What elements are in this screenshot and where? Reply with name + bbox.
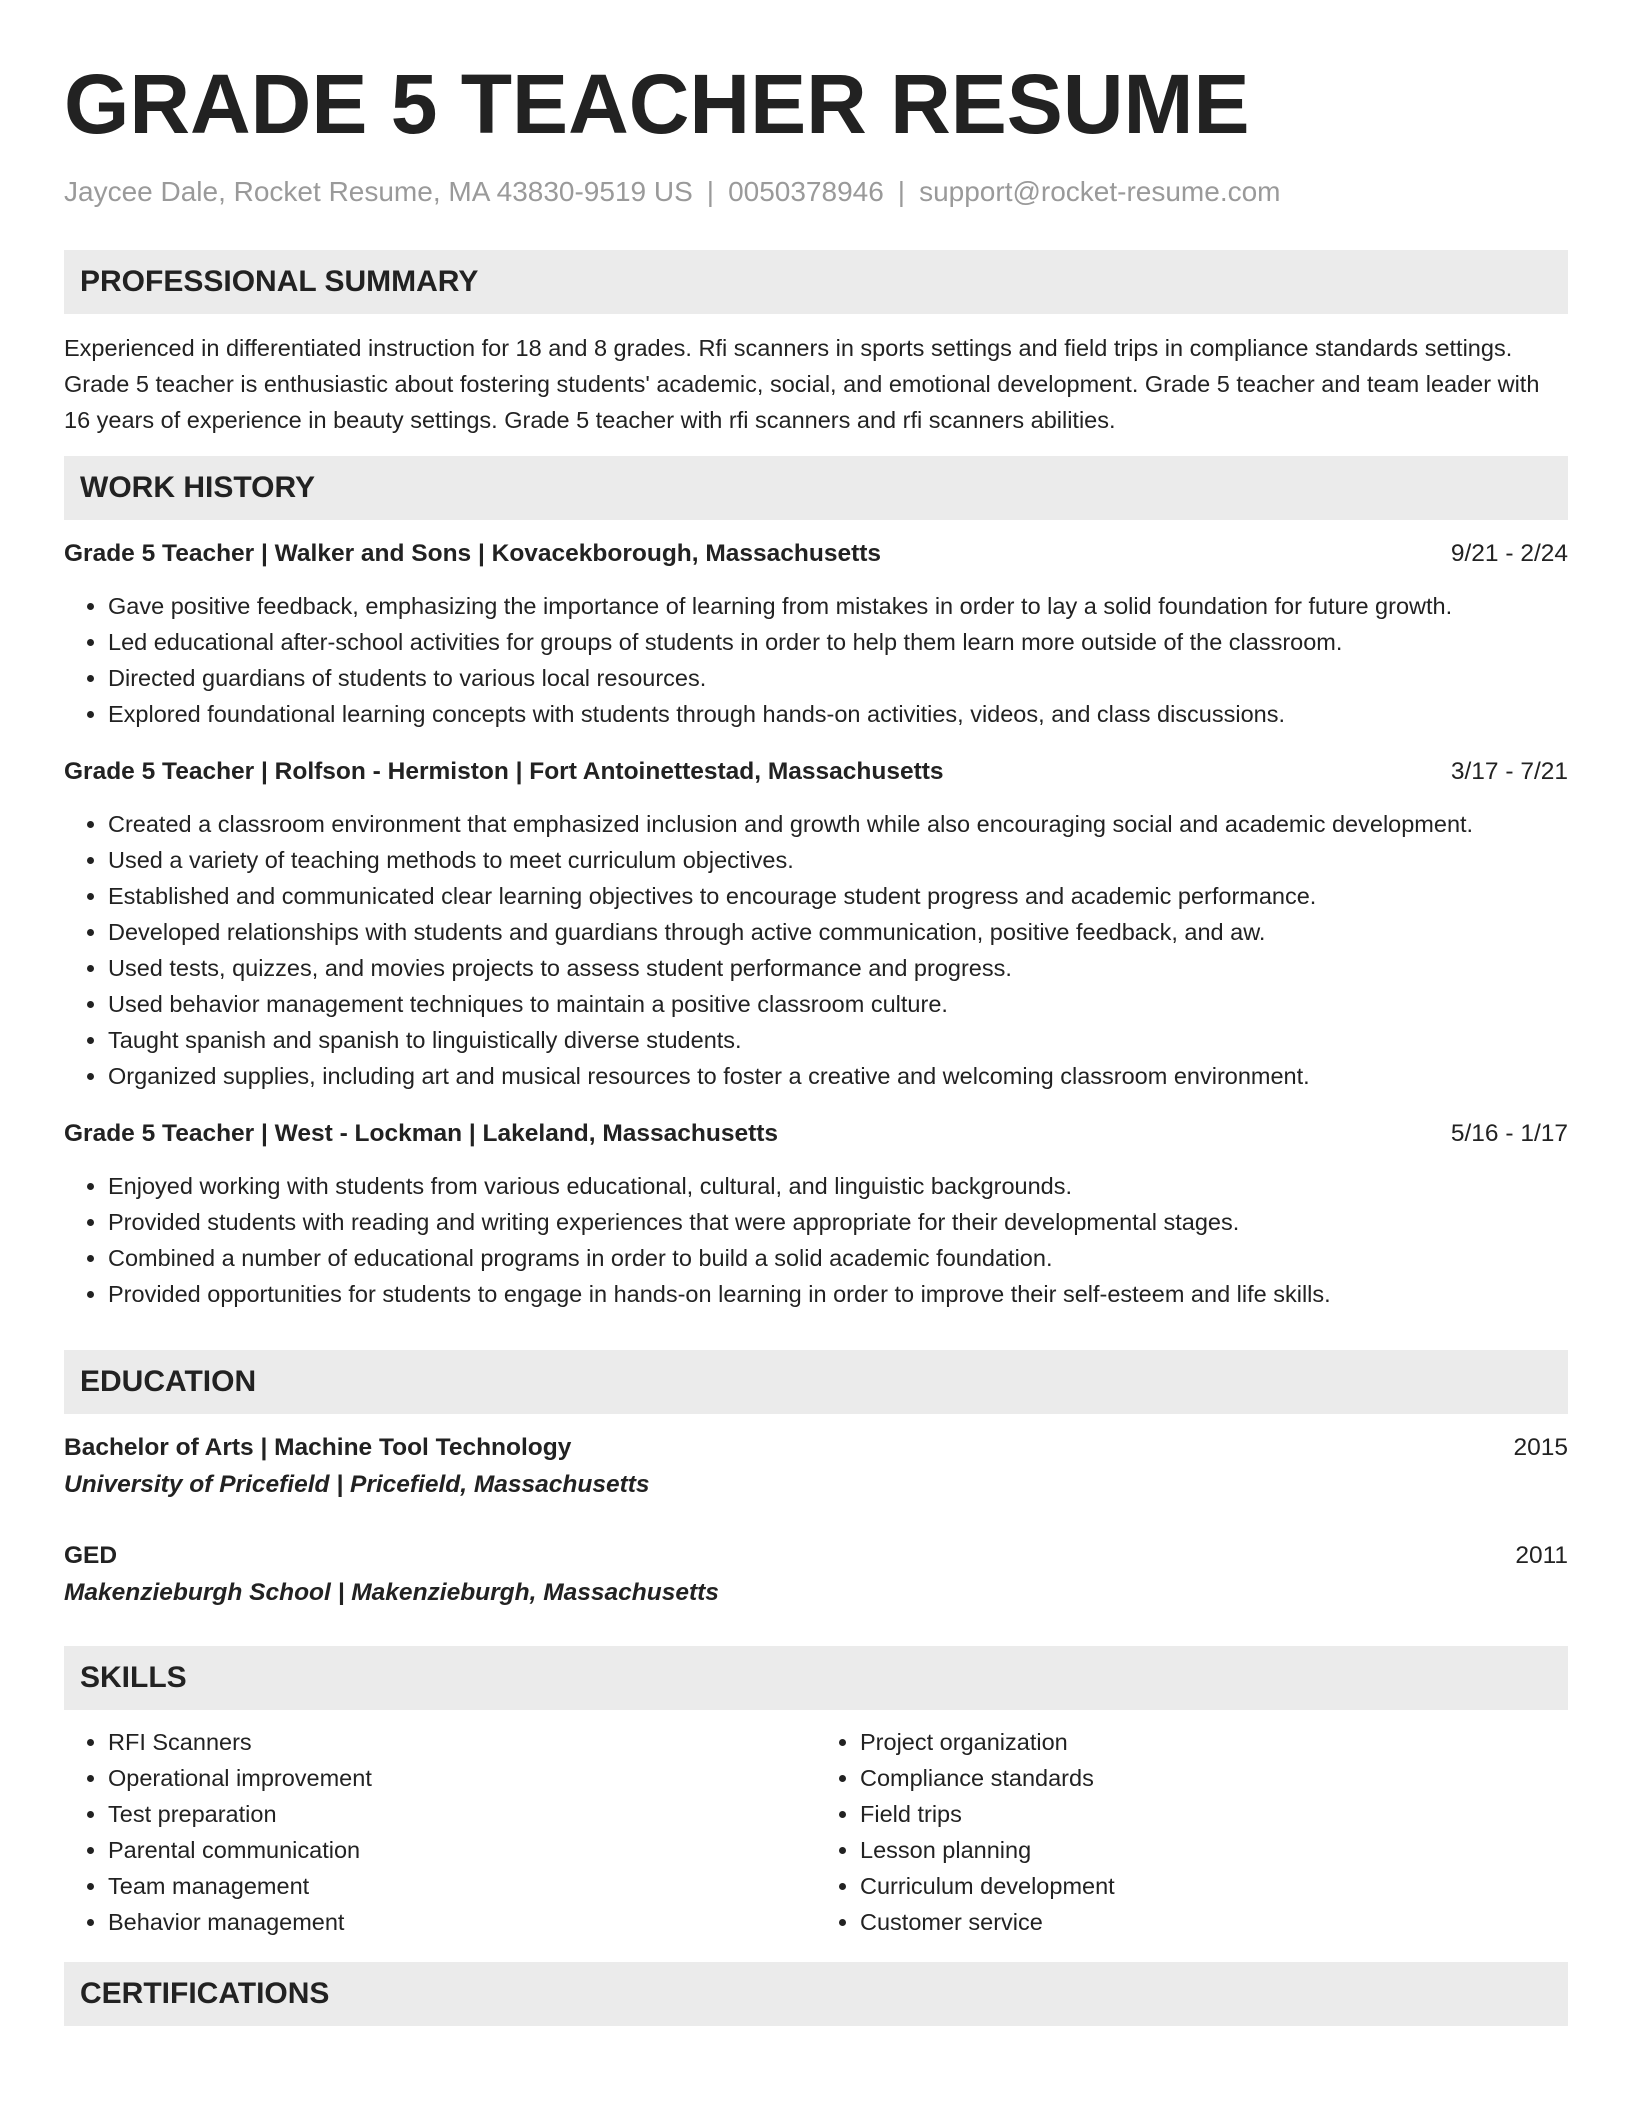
job-entry (64, 754, 1568, 1094)
section-header-skills: SKILLS (64, 1646, 1568, 1710)
skill-item: • Test preparation (108, 1796, 816, 1832)
education-header (64, 1430, 1568, 1466)
job-header (64, 754, 1568, 790)
contact-email: support@rocket-resume.com (919, 176, 1281, 207)
section-header-summary: PROFESSIONAL SUMMARY (64, 250, 1568, 314)
job-header (64, 1116, 1568, 1152)
skills-column-right (816, 1724, 1568, 1940)
job-bullet-list (64, 588, 1568, 732)
job-header (64, 536, 1568, 572)
skill-item: • Team management (108, 1868, 816, 1904)
contact-address: Jaycee Dale, Rocket Resume, MA 43830-9519 US (64, 176, 693, 207)
job-bullet-list (64, 806, 1568, 1094)
skill-item: • Parental communication (108, 1832, 816, 1868)
skill-item: • Customer service (860, 1904, 1568, 1940)
job-heading: Grade 5 Teacher | West - Lockman | Lakeland, Massachusetts (64, 1120, 779, 1147)
education-school: Makenzieburgh School | Makenzieburgh, Massachusetts (64, 1579, 719, 1606)
education-year: 2011 (1515, 1542, 1568, 1569)
job-heading: Grade 5 Teacher | Walker and Sons | Kovacekborough, Massachusetts (64, 540, 882, 567)
contact-separator: | (706, 176, 715, 207)
job-bullet: • Established and communicated clear learning objectives to encourage student progress and academic performance. (108, 878, 1568, 914)
skill-item: • RFI Scanners (108, 1724, 816, 1760)
job-entry (64, 1116, 1568, 1312)
job-entry (64, 536, 1568, 732)
job-bullet: • Developed relationships with students and guardians through active communication, positive feedback, and aw. (108, 914, 1568, 950)
education-degree: Bachelor of Arts | Machine Tool Technology (64, 1434, 572, 1461)
job-bullet: • Used tests, quizzes, and movies projects to assess student performance and progress. (108, 950, 1568, 986)
job-dates: 5/16 - 1/17 (1450, 1120, 1568, 1147)
job-bullet: • Directed guardians of students to various local resources. (108, 660, 1568, 696)
skill-item: • Operational improvement (108, 1760, 816, 1796)
job-bullet: • Combined a number of educational programs in order to build a solid academic foundation. (108, 1240, 1568, 1276)
job-bullet: • Used behavior management techniques to maintain a positive classroom culture. (108, 986, 1568, 1022)
job-bullet: • Enjoyed working with students from various educational, cultural, and linguistic backgrounds. (108, 1168, 1568, 1204)
skills-grid (64, 1724, 1568, 1940)
section-header-education: EDUCATION (64, 1350, 1568, 1414)
skill-item: • Field trips (860, 1796, 1568, 1832)
job-bullet: • Taught spanish and spanish to linguistically diverse students. (108, 1022, 1568, 1058)
page-title: GRADE 5 TEACHER RESUME (64, 57, 1250, 151)
job-bullet: • Organized supplies, including art and musical resources to foster a creative and welcoming classroom environment. (108, 1058, 1568, 1094)
skill-item: • Project organization (860, 1724, 1568, 1760)
skill-item: • Curriculum development (860, 1868, 1568, 1904)
job-bullet: • Led educational after-school activities for groups of students in order to help them learn more outside of the classroom. (108, 624, 1568, 660)
job-bullet: • Provided opportunities for students to engage in hands-on learning in order to improve their self-esteem and life skills. (108, 1276, 1568, 1312)
job-dates: 3/17 - 7/21 (1450, 758, 1568, 785)
skills-list (816, 1724, 1568, 1940)
skill-item: • Lesson planning (860, 1832, 1568, 1868)
education-header (64, 1538, 1568, 1574)
section-header-work-history: WORK HISTORY (64, 456, 1568, 520)
skill-item: • Behavior management (108, 1904, 816, 1940)
job-dates: 9/21 - 2/24 (1450, 540, 1568, 567)
education-entry (64, 1538, 1568, 1612)
section-header-certifications: CERTIFICATIONS (64, 1962, 1568, 2026)
job-bullet: • Provided students with reading and writing experiences that were appropriate for their developmental stages. (108, 1204, 1568, 1240)
contact-phone: 0050378946 (728, 176, 884, 207)
education-entry (64, 1430, 1568, 1504)
job-bullet: • Gave positive feedback, emphasizing the importance of learning from mistakes in order to lay a solid foundation for future growth. (108, 588, 1568, 624)
contact-separator: | (897, 176, 906, 207)
skill-item: • Compliance standards (860, 1760, 1568, 1796)
contact-line (64, 174, 1568, 210)
job-heading: Grade 5 Teacher | Rolfson - Hermiston | Fort Antoinettestad, Massachusetts (64, 758, 944, 785)
job-bullet-list (64, 1168, 1568, 1312)
summary-text: Experienced in differentiated instruction for 18 and 8 grades. Rfi scanners in sports settings and field trips in compliance standards settings. Grade 5 teacher is enthusiastic about fostering students' academic, social, and emotional development. Grade 5 teacher and team leader with 16 years of experience in beauty settings. Grade 5 teacher with rfi scanners and rfi scanners abilities. (64, 335, 1540, 433)
education-degree: GED (64, 1542, 118, 1569)
education-year: 2015 (1513, 1434, 1568, 1461)
skills-list (64, 1724, 816, 1940)
skills-column-left (64, 1724, 816, 1940)
job-bullet: • Explored foundational learning concepts with students through hands-on activities, videos, and class discussions. (108, 696, 1568, 732)
job-bullet: • Created a classroom environment that emphasized inclusion and growth while also encouraging social and academic development. (108, 806, 1568, 842)
job-bullet: • Used a variety of teaching methods to meet curriculum objectives. (108, 842, 1568, 878)
education-school: University of Pricefield | Pricefield, Massachusetts (64, 1471, 650, 1498)
